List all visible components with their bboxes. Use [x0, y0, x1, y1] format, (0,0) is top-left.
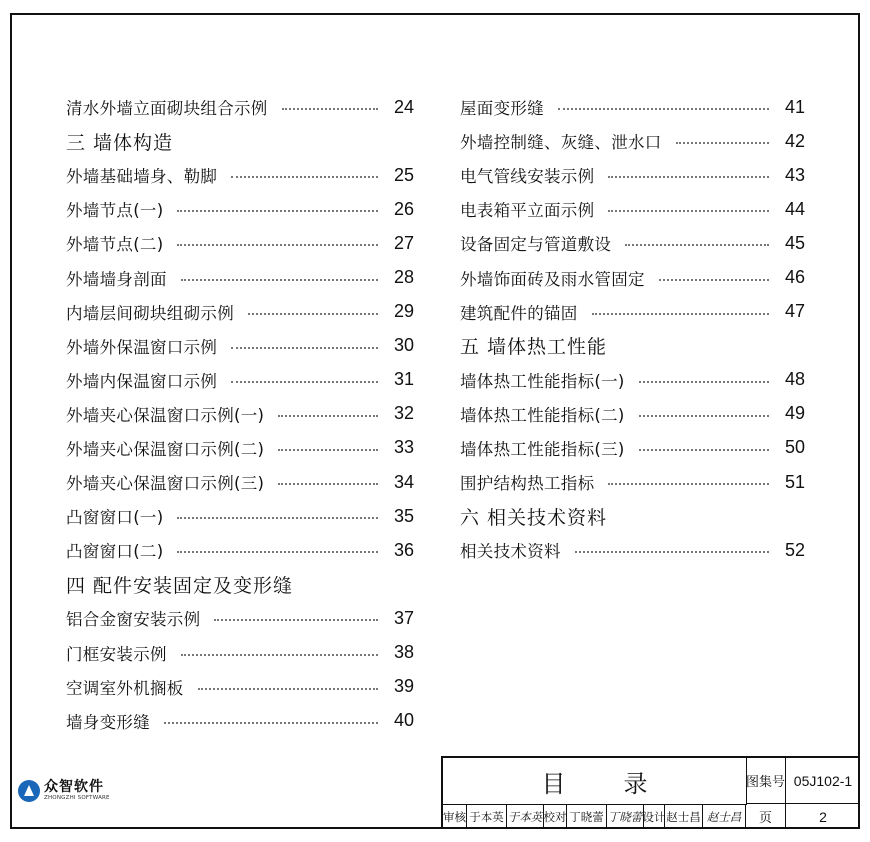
entry-title: 外墙饰面砖及雨水管固定	[460, 266, 651, 290]
designer-signature: 赵士昌	[703, 804, 746, 829]
toc-entry	[66, 158, 414, 192]
section-title: 五 墙体热工性能	[460, 332, 613, 359]
entry-title: 外墙内保温窗口示例	[66, 368, 223, 392]
entry-title: 围护结构热工指标	[460, 470, 600, 494]
toc-left-column	[66, 90, 414, 738]
toc-entry	[460, 90, 805, 124]
entry-page-number: 49	[784, 403, 805, 424]
logo-name-cn: 众智软件	[44, 779, 104, 795]
toc-entry	[460, 533, 805, 567]
checker-name: 丁晓蕾	[567, 804, 607, 829]
page-label: 页	[746, 804, 786, 829]
dot-leader	[198, 688, 378, 690]
entry-page-number: 44	[784, 198, 805, 219]
entry-title: 清水外墙立面砌块组合示例	[66, 95, 274, 119]
entry-title: 门框安装示例	[66, 641, 173, 665]
entry-page-number: 25	[393, 164, 414, 185]
page-number: 2	[819, 808, 827, 825]
entry-title: 墙体热工性能指标(二)	[460, 402, 631, 426]
dot-leader	[608, 210, 769, 212]
toc-entry	[66, 533, 414, 567]
toc-entry	[460, 363, 805, 397]
logo-icon	[18, 780, 40, 802]
entry-title: 凸窗窗口(一)	[66, 504, 169, 528]
toc-entry	[460, 431, 805, 465]
entry-title: 墙身变形缝	[66, 709, 156, 733]
dot-leader	[231, 381, 378, 383]
toc-entry	[66, 499, 414, 533]
dot-leader	[164, 722, 378, 724]
section-title: 六 相关技术资料	[460, 503, 613, 530]
entry-page-number: 51	[784, 471, 805, 492]
dot-leader	[625, 244, 769, 246]
entry-page-number: 41	[784, 96, 805, 117]
entry-page-number: 50	[784, 437, 805, 458]
dot-leader	[248, 313, 378, 315]
entry-title: 外墙墙身剖面	[66, 266, 173, 290]
toc-entry	[460, 226, 805, 260]
entry-page-number: 36	[393, 539, 414, 560]
entry-title: 凸窗窗口(二)	[66, 538, 169, 562]
dot-leader	[177, 517, 378, 519]
entry-page-number: 28	[393, 267, 414, 288]
entry-title: 电气管线安装示例	[460, 163, 600, 187]
toc-entry	[66, 226, 414, 260]
entry-title: 外墙夹心保温窗口示例(三)	[66, 470, 270, 494]
approval-row	[443, 804, 860, 829]
toc-entry	[460, 158, 805, 192]
entry-page-number: 42	[784, 130, 805, 151]
toc-entry	[66, 431, 414, 465]
dot-leader	[177, 210, 378, 212]
reviewer-signature: 于本英	[507, 809, 543, 824]
entry-page-number: 33	[393, 437, 414, 458]
toc-entry	[66, 329, 414, 363]
review-label: 审核	[443, 804, 467, 829]
dot-leader	[608, 176, 769, 178]
entry-title: 建筑配件的锚固	[460, 300, 584, 324]
dot-leader	[639, 449, 769, 451]
toc-entry	[66, 295, 414, 329]
toc-entry	[66, 90, 414, 124]
toc-entry	[460, 295, 805, 329]
dot-leader	[592, 313, 769, 315]
checker-signature: 丁晓蕾	[607, 809, 643, 824]
toc-entry	[460, 124, 805, 158]
entry-title: 电表箱平立面示例	[460, 197, 600, 221]
entry-page-number: 24	[393, 96, 414, 117]
reviewer-name: 于本英	[467, 804, 507, 829]
entry-page-number: 38	[393, 642, 414, 663]
toc-entry	[66, 465, 414, 499]
toc-entry	[66, 704, 414, 738]
dot-leader	[659, 279, 769, 281]
dot-leader	[282, 108, 378, 110]
dot-leader	[231, 347, 378, 349]
dot-leader	[231, 176, 378, 178]
company-logo	[18, 780, 110, 802]
entry-page-number: 30	[393, 335, 414, 356]
toc-section-heading	[460, 499, 805, 533]
entry-title: 外墙控制缝、灰缝、泄水口	[460, 129, 668, 153]
entry-page-number: 29	[393, 301, 414, 322]
entry-page-number: 35	[393, 505, 414, 526]
toc-entry	[66, 601, 414, 635]
dot-leader	[575, 551, 769, 553]
toc-entry	[460, 192, 805, 226]
entry-title: 铝合金窗安装示例	[66, 606, 206, 630]
dot-leader	[278, 449, 378, 451]
entry-title: 墙体热工性能指标(一)	[460, 368, 631, 392]
entry-title: 外墙基础墙身、勒脚	[66, 163, 223, 187]
entry-title: 内墙层间砌块组砌示例	[66, 300, 240, 324]
entry-page-number: 40	[393, 710, 414, 731]
dot-leader	[177, 551, 378, 553]
entry-title: 外墙夹心保温窗口示例(一)	[66, 402, 270, 426]
dot-leader	[214, 619, 378, 621]
entry-title: 外墙夹心保温窗口示例(二)	[66, 436, 270, 460]
title-block-title: 目录	[443, 758, 747, 805]
entry-page-number: 34	[393, 471, 414, 492]
entry-page-number: 31	[393, 369, 414, 390]
toc-entry	[66, 260, 414, 294]
toc-right-column	[460, 90, 805, 567]
entry-title: 墙体热工性能指标(三)	[460, 436, 631, 460]
entry-title: 屋面变形缝	[460, 95, 550, 119]
toc-entry	[66, 192, 414, 226]
dot-leader	[278, 483, 378, 485]
entry-title: 设备固定与管道敷设	[460, 231, 617, 255]
entry-page-number: 32	[393, 403, 414, 424]
toc-entry	[460, 465, 805, 499]
entry-title: 外墙外保温窗口示例	[66, 334, 223, 358]
dot-leader	[639, 381, 769, 383]
dot-leader	[608, 483, 769, 485]
dot-leader	[558, 108, 769, 110]
toc-section-heading	[66, 567, 414, 601]
dot-leader	[676, 142, 769, 144]
entry-title: 空调室外机搁板	[66, 675, 190, 699]
entry-page-number: 48	[784, 369, 805, 390]
entry-page-number: 37	[393, 607, 414, 628]
entry-page-number: 45	[784, 232, 805, 253]
section-title: 四 配件安装固定及变形缝	[66, 571, 299, 598]
entry-page-number: 26	[393, 198, 414, 219]
toc-entry	[460, 397, 805, 431]
toc-entry	[460, 260, 805, 294]
check-label: 校对	[543, 804, 567, 829]
logo-name-en: ZHONGZHI SOFTWARE	[44, 795, 110, 801]
entry-page-number: 46	[784, 267, 805, 288]
toc-section-heading	[66, 124, 414, 158]
entry-page-number: 52	[784, 539, 805, 560]
entry-page-number: 47	[784, 301, 805, 322]
atlas-number: 05J102-1	[786, 758, 860, 804]
design-label: 设计	[643, 804, 665, 829]
entry-title: 外墙节点(二)	[66, 231, 169, 255]
entry-page-number: 39	[393, 676, 414, 697]
dot-leader	[639, 415, 769, 417]
dot-leader	[278, 415, 378, 417]
entry-page-number: 43	[784, 164, 805, 185]
toc-section-heading	[460, 329, 805, 363]
toc-entry	[66, 397, 414, 431]
toc-entry	[66, 636, 414, 670]
toc-entry	[66, 363, 414, 397]
dot-leader	[177, 244, 378, 246]
entry-title: 外墙节点(一)	[66, 197, 169, 221]
section-title: 三 墙体构造	[66, 128, 179, 155]
designer-name: 赵士昌	[665, 804, 703, 829]
toc-entry	[66, 670, 414, 704]
dot-leader	[181, 279, 378, 281]
atlas-label: 图集号	[746, 758, 786, 804]
entry-title: 相关技术资料	[460, 538, 567, 562]
entry-page-number: 27	[393, 232, 414, 253]
dot-leader	[181, 654, 378, 656]
title-block	[441, 756, 860, 829]
